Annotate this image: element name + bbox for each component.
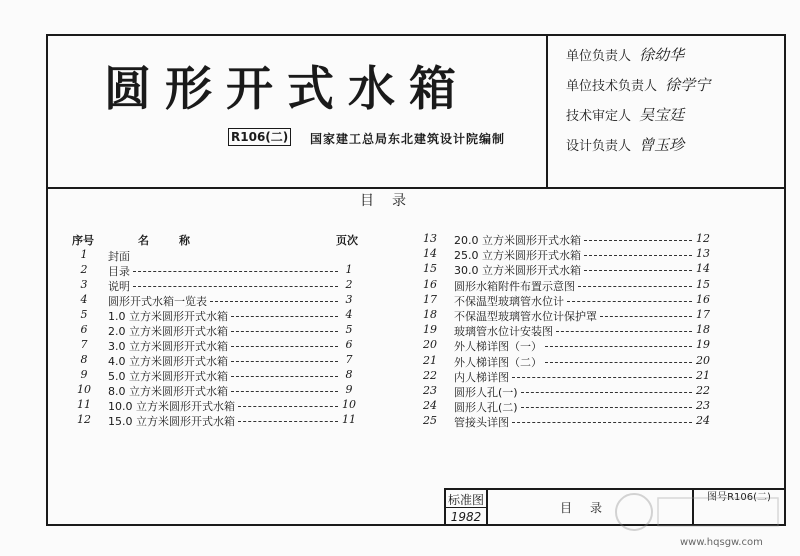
toc-row-number: 21 xyxy=(423,353,437,367)
toc-header-page: 页次 xyxy=(336,234,358,247)
toc-row-name: 外人梯详图（二） xyxy=(454,355,542,369)
toc-row-page: 14 xyxy=(696,262,710,276)
toc-row-name: 5.0 立方米圆形开式水箱 xyxy=(108,370,228,383)
toc-row-page: 6 xyxy=(345,338,353,351)
toc-row-leader xyxy=(231,376,338,377)
toc-row-name: 30.0 立方米圆形开式水箱 xyxy=(454,264,581,278)
toc-row-page: 11 xyxy=(342,413,356,426)
toc-row xyxy=(72,398,360,413)
toc-row xyxy=(418,414,714,429)
signature-role: 单位技术负责人 xyxy=(566,79,658,94)
toc-row-name: 封面 xyxy=(108,250,130,263)
toc-row-name: 20.0 立方米圆形开式水箱 xyxy=(454,234,581,247)
toc-row-number: 17 xyxy=(423,292,437,306)
publisher: 国家建工总局东北建筑设计院编制 xyxy=(310,132,506,146)
toc-row-name: 3.0 立方米圆形开式水箱 xyxy=(108,340,228,353)
toc-row-number: 2 xyxy=(80,263,88,276)
toc-row-number: 16 xyxy=(423,277,437,291)
toc-row-number: 12 xyxy=(77,413,91,426)
toc-row-name: 10.0 立方米圆形开式水箱 xyxy=(108,400,235,413)
toc-row-leader xyxy=(584,270,692,271)
toc-row-name: 1.0 立方米圆形开式水箱 xyxy=(108,310,228,323)
toc-row-number: 18 xyxy=(423,308,437,321)
toc-row-name: 外人梯详图（一） xyxy=(454,340,542,354)
toc-row-name: 8.0 立方米圆形开式水箱 xyxy=(108,385,228,398)
toc-row xyxy=(418,308,714,323)
signature-role: 技术审定人 xyxy=(566,109,632,124)
toc-row xyxy=(418,384,714,399)
toc-row-page: 23 xyxy=(696,399,710,413)
toc-row-number: 13 xyxy=(423,232,437,245)
toc-row-leader xyxy=(133,286,338,287)
signature-row xyxy=(566,74,710,95)
toc-row xyxy=(72,383,360,398)
toc-row-number: 8 xyxy=(80,353,88,366)
toc-row-leader xyxy=(512,377,692,378)
sheet-name: 目录 xyxy=(559,501,620,515)
toc-row-page: 15 xyxy=(696,277,710,291)
toc-row-name: 玻璃管水位计安装图 xyxy=(454,325,553,339)
toc-row-name: 管接头详图 xyxy=(454,416,509,430)
toc-row-page: 16 xyxy=(696,292,710,306)
toc-row-page: 22 xyxy=(696,384,710,397)
header-divider xyxy=(46,187,786,189)
toc-row xyxy=(418,369,714,384)
drawing-code: R106(二) xyxy=(228,128,291,146)
std-label: 标准图 xyxy=(447,493,484,507)
toc-row-number: 20 xyxy=(423,338,437,352)
toc-row-page: 17 xyxy=(696,308,710,321)
toc-row-name: 圆形人孔(二) xyxy=(454,401,518,415)
toc-row-leader xyxy=(238,421,338,422)
toc-row-leader xyxy=(578,286,692,287)
toc-row xyxy=(72,353,360,368)
toc-row-leader xyxy=(584,240,692,241)
drawing-number: 图号R106(二) xyxy=(707,492,771,503)
toc-row-name: 说明 xyxy=(108,280,130,293)
toc-title: 目录 xyxy=(360,193,424,209)
toc-row-leader xyxy=(512,422,692,423)
toc-row xyxy=(418,354,714,369)
toc-row xyxy=(72,323,360,338)
toc-row-leader xyxy=(521,392,692,393)
toc-row-page: 4 xyxy=(345,308,353,321)
toc-row-number: 3 xyxy=(80,278,88,291)
toc-row-leader xyxy=(567,301,692,302)
signature-row xyxy=(566,104,684,125)
toc-row-name: 4.0 立方米圆形开式水箱 xyxy=(108,355,228,368)
toc-row-number: 25 xyxy=(423,414,437,428)
toc-row-number: 15 xyxy=(423,262,437,276)
toc-row-leader xyxy=(210,301,338,302)
toc-row-page: 1 xyxy=(345,263,353,276)
toc-row-name: 不保温型玻璃管水位计 xyxy=(454,294,564,308)
toc-row-page: 10 xyxy=(342,398,356,411)
watermark-url: www.hqsgw.com xyxy=(680,537,763,548)
toc-row-page: 24 xyxy=(696,414,710,428)
toc-row-number: 11 xyxy=(77,398,91,411)
signature-name: 徐幼华 xyxy=(639,46,685,64)
toc-row-leader xyxy=(521,407,692,408)
toc-row-page: 7 xyxy=(345,353,353,366)
toc-row-number: 10 xyxy=(77,383,91,396)
watermark-logo xyxy=(612,490,784,534)
toc-row-page: 3 xyxy=(345,293,353,306)
toc-row-leader xyxy=(238,406,338,407)
toc-row-leader xyxy=(231,331,338,332)
toc-row-number: 5 xyxy=(80,308,88,321)
toc-header-name: 名称 xyxy=(138,234,220,247)
signature-name: 曾玉珍 xyxy=(639,136,685,154)
toc-row-leader xyxy=(600,316,692,317)
toc-row-number: 14 xyxy=(423,247,437,261)
toc-row-name: 圆形水箱附件布置示意图 xyxy=(454,279,575,293)
toc-row xyxy=(418,247,714,262)
toc-row-number: 23 xyxy=(423,384,437,397)
toc-header-num: 序号 xyxy=(72,234,94,247)
toc-row-name: 15.0 立方米圆形开式水箱 xyxy=(108,415,235,428)
year-label: 1982 xyxy=(450,510,482,524)
signature-role: 单位负责人 xyxy=(566,49,632,64)
toc-row-number: 9 xyxy=(80,368,88,381)
signature-role: 设计负责人 xyxy=(566,139,632,154)
page-title: 圆形开式水箱 xyxy=(104,62,470,117)
toc-row-page: 19 xyxy=(696,338,710,352)
toc-row xyxy=(418,262,714,277)
toc-row-number: 4 xyxy=(80,293,88,306)
toc-row-number: 19 xyxy=(423,323,437,337)
toc-row-page: 18 xyxy=(696,323,710,337)
toc-row-leader xyxy=(231,316,338,317)
signature-name: 徐学宁 xyxy=(665,76,711,94)
toc-row-leader xyxy=(231,346,338,347)
toc-row xyxy=(418,338,714,353)
toc-row-name: 25.0 立方米圆形开式水箱 xyxy=(454,249,581,263)
toc-row xyxy=(418,323,714,338)
toc-row-page: 2 xyxy=(345,278,353,291)
toc-row-name: 圆形人孔(一) xyxy=(454,386,518,399)
toc-row-number: 7 xyxy=(80,338,88,351)
signature-row xyxy=(566,44,684,65)
toc-row-name: 不保温型玻璃管水位计保护罩 xyxy=(454,310,597,323)
toc-row-number: 1 xyxy=(80,248,88,261)
toc-row-page: 12 xyxy=(696,232,710,245)
signature-row xyxy=(566,134,684,155)
toc-row-leader xyxy=(556,331,692,332)
toc-row xyxy=(72,263,360,278)
toc-row-page: 20 xyxy=(696,353,710,367)
toc-row-number: 24 xyxy=(423,399,437,413)
toc-row-leader xyxy=(231,391,338,392)
toc-row-leader xyxy=(545,362,692,363)
toc-row-name: 内人梯详图 xyxy=(454,370,509,384)
toc-row xyxy=(418,278,714,293)
toc-row-page: 8 xyxy=(345,368,353,381)
toc-row xyxy=(418,293,714,308)
toc-row-page: 5 xyxy=(345,323,353,336)
toc-row xyxy=(72,338,360,353)
toc-row-number: 6 xyxy=(80,323,88,336)
toc-row-page: 21 xyxy=(696,368,710,382)
toc-row-page: 13 xyxy=(696,247,710,261)
toc-row xyxy=(72,293,360,308)
toc-row xyxy=(72,278,360,293)
toc-row xyxy=(418,232,714,247)
toc-row-leader xyxy=(545,346,692,347)
toc-row-number: 22 xyxy=(423,368,437,382)
toc-row-page: 9 xyxy=(345,383,353,396)
toc-row xyxy=(418,399,714,414)
toc-row xyxy=(72,368,360,383)
toc-row-leader xyxy=(584,255,692,256)
toc-row-leader xyxy=(231,361,338,362)
toc-row-name: 2.0 立方米圆形开式水箱 xyxy=(108,325,228,338)
toc-row-name: 目录 xyxy=(108,265,130,278)
toc-row-leader xyxy=(133,271,338,272)
toc-row xyxy=(72,413,360,428)
signature-name: 吴宝廷 xyxy=(639,106,685,124)
toc-row-name: 圆形开式水箱一览表 xyxy=(108,295,207,308)
signature-divider xyxy=(546,34,548,188)
toc-row xyxy=(72,248,360,263)
toc-row xyxy=(72,308,360,323)
